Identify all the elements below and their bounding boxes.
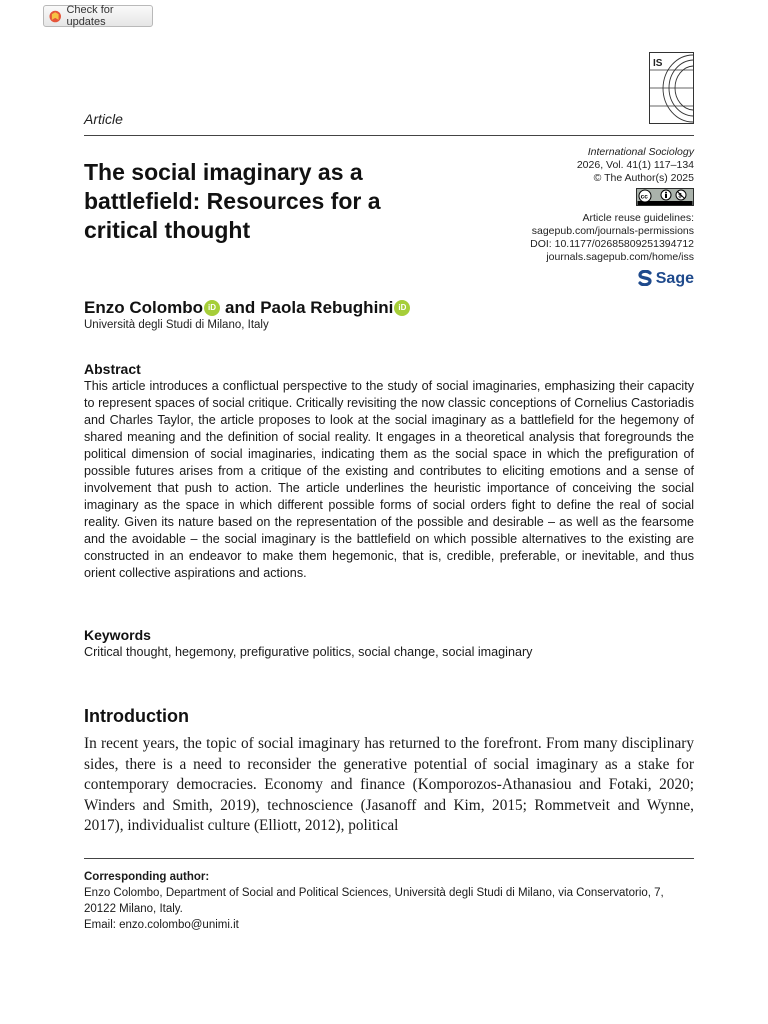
journal-homepage-link[interactable]: journals.sagepub.com/home/iss bbox=[546, 251, 694, 263]
author-name: Enzo Colombo bbox=[84, 298, 203, 317]
volume-info: 2026, Vol. 41(1) 117–134 bbox=[576, 159, 694, 171]
orcid-icon[interactable]: iD bbox=[204, 300, 220, 316]
author-affiliation: Università degli Studi di Milano, Italy bbox=[84, 319, 269, 331]
publisher-name: Sage bbox=[655, 269, 694, 287]
svg-text:cc: cc bbox=[640, 193, 648, 201]
check-for-updates-button[interactable] bbox=[43, 5, 153, 27]
corresponding-author-address: Enzo Colombo, Department of Social and Political Sciences, Università degli Studi di Milano, via Conservatorio, 7, 20122 Milano, Italy. bbox=[84, 887, 664, 915]
abstract-heading: Abstract bbox=[84, 361, 141, 377]
check-for-updates-label: Check for updates bbox=[66, 4, 114, 28]
reuse-guidelines-link[interactable]: sagepub.com/journals-permissions bbox=[531, 225, 694, 237]
footer-divider bbox=[84, 858, 694, 859]
introduction-heading: Introduction bbox=[84, 706, 189, 726]
sage-logo bbox=[638, 270, 694, 286]
doi[interactable]: DOI: 10.1177/02685809251394712 bbox=[530, 238, 694, 250]
journal-logo-initials: IS bbox=[653, 58, 663, 69]
article-type-label: Article bbox=[84, 111, 123, 127]
corresponding-author-label: Corresponding author: bbox=[84, 871, 210, 883]
introduction-text: In recent years, the topic of social imaginary has returned to the forefront. From many disciplinary sides, there is a need to reconsider the generative potential of social imaginary as a stake for contemporary democracies. Economy and finance (Komporozos-Athanasiou and Fotaki, 2020; Winders and Smith, 2019), technoscience (Jasanoff and Kim, 2015; Rommetveit and Wynne, 2017), individualist culture (Elliott, 2012), political bbox=[84, 735, 694, 834]
article-title: The social imaginary as a battlefield: Resources for a critical thought bbox=[84, 159, 381, 243]
sage-s-icon bbox=[638, 270, 652, 286]
journal-name: International Sociology bbox=[587, 146, 694, 158]
header-divider bbox=[84, 135, 694, 136]
author-conjunction: and bbox=[224, 298, 256, 317]
orcid-icon[interactable]: iD bbox=[394, 300, 410, 316]
creative-commons-icon[interactable] bbox=[636, 188, 694, 210]
keywords-heading: Keywords bbox=[84, 627, 151, 643]
corresponding-author-email[interactable]: Email: enzo.colombo@unimi.it bbox=[84, 919, 239, 931]
journal-metadata bbox=[434, 146, 694, 290]
author-name: Paola Rebughini bbox=[260, 298, 394, 317]
keywords-text: Critical thought, hegemony, prefigurative politics, social change, social imaginary bbox=[84, 645, 533, 659]
abstract-text: This article introduces a conflictual perspective to the study of social imaginaries, emphasizing their capacity to represent spaces of social critique. Critically revisiting the now classic conceptions of Cornelius Castoriadis and Charles Taylor, the article proposes to look at the social imaginary as a battlefield for the hegemony of shared meaning and the definition of social reality. It engages in a theoretical analysis that foregrounds the political dimension of social imaginaries, indicating them as the social space in which the prefiguration of possible futures arises from a critique of the existing and contributes to eliciting emotions and a sense of involvement that push to action. The article underlines the heuristic importance of conceiving the social imaginary as the space in which different possible forms of social orders fight to define the real of social reality. Given its nature based on the representation of the possible and desirable – as well as the fearsome and the avoidable – the social imaginary is the battlefield on which possible alternatives to the existing are constructed in an endeavor to make them hegemonic, that is, credible, preferable, or inevitable, and thus orient collective aspirations and actions. bbox=[84, 379, 694, 580]
reuse-guidelines-label: Article reuse guidelines: bbox=[582, 212, 694, 224]
corresponding-author-block bbox=[84, 869, 694, 933]
crossmark-icon bbox=[49, 10, 61, 23]
journal-logo bbox=[649, 52, 694, 124]
copyright-notice: © The Author(s) 2025 bbox=[593, 172, 694, 184]
svg-text:$: $ bbox=[678, 193, 682, 200]
author-list bbox=[84, 298, 413, 318]
